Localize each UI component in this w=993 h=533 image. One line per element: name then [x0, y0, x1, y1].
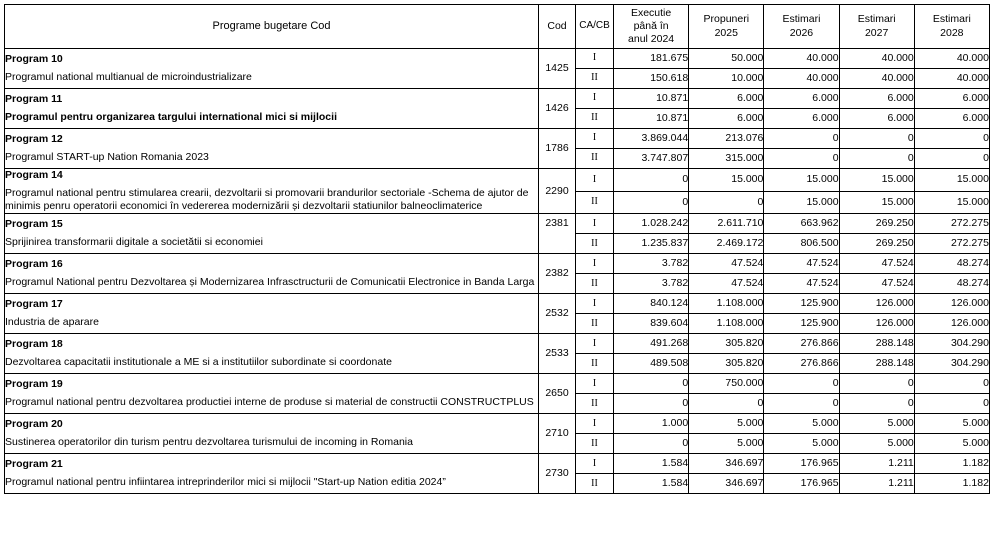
program-description: Industria de aparare	[5, 316, 99, 329]
table-row	[5, 454, 990, 474]
ca-estimari-2027: 0	[839, 374, 914, 394]
program-cell	[5, 294, 539, 334]
ca-estimari-2026: 47.524	[764, 254, 839, 274]
program-title: Program 17	[5, 298, 63, 311]
table-body	[5, 49, 990, 494]
ca-estimari-2027: 269.250	[839, 214, 914, 234]
cb-estimari-2027: 126.000	[839, 314, 914, 334]
cb-estimari-2026: 15.000	[764, 191, 839, 214]
ca-estimari-2027: 15.000	[839, 169, 914, 192]
cb-propuneri-2025: 6.000	[689, 109, 764, 129]
cb-estimari-2028: 1.182	[914, 474, 989, 494]
program-title: Program 20	[5, 418, 63, 431]
ca-executie-2024: 1.000	[614, 414, 689, 434]
cb-label: II	[576, 69, 614, 89]
cb-estimari-2026: 176.965	[764, 474, 839, 494]
cb-estimari-2028: 6.000	[914, 109, 989, 129]
cb-propuneri-2025: 315.000	[689, 149, 764, 169]
program-description: Programul national pentru infiintarea intreprinderilor mici si mijlocii "Start-up Nation editia 2024”	[5, 476, 446, 489]
ca-label: I	[576, 129, 614, 149]
program-description: Programul national pentru dezvoltarea productiei interne de produse si material de constructii CONSTRUCTPLUS	[5, 396, 534, 409]
program-cell	[5, 254, 539, 294]
ca-label: I	[576, 374, 614, 394]
ca-estimari-2028: 126.000	[914, 294, 989, 314]
header-propuneri-2025	[689, 5, 764, 49]
program-code: 1425	[539, 49, 576, 89]
ca-executie-2024: 1.584	[614, 454, 689, 474]
cb-label: II	[576, 314, 614, 334]
cb-executie-2024: 839.604	[614, 314, 689, 334]
ca-propuneri-2025: 47.524	[689, 254, 764, 274]
ca-estimari-2028: 0	[914, 129, 989, 149]
header-estimari-2028	[914, 5, 989, 49]
program-cell	[5, 89, 539, 129]
ca-propuneri-2025: 213.076	[689, 129, 764, 149]
table-row	[5, 129, 990, 149]
ca-label: I	[576, 89, 614, 109]
program-description: Programul pentru organizarea targului international mici si mijlocii	[5, 111, 337, 123]
header-propuneri-line2: 2025	[714, 26, 738, 39]
header-executie-line3: anul 2024	[628, 33, 675, 46]
cb-executie-2024: 489.508	[614, 354, 689, 374]
program-cell	[5, 214, 539, 254]
ca-estimari-2027: 40.000	[839, 49, 914, 69]
ca-estimari-2027: 126.000	[839, 294, 914, 314]
header-est2027-line1: Estimari	[857, 13, 896, 26]
cb-executie-2024: 3.782	[614, 274, 689, 294]
cb-propuneri-2025: 346.697	[689, 474, 764, 494]
ca-propuneri-2025: 2.611.710	[689, 214, 764, 234]
program-title: Program 21	[5, 458, 63, 471]
table-row	[5, 374, 990, 394]
cb-label: II	[576, 274, 614, 294]
cb-estimari-2027: 6.000	[839, 109, 914, 129]
cb-executie-2024: 0	[614, 191, 689, 214]
ca-propuneri-2025: 50.000	[689, 49, 764, 69]
ca-propuneri-2025: 346.697	[689, 454, 764, 474]
ca-propuneri-2025: 305.820	[689, 334, 764, 354]
ca-label: I	[576, 49, 614, 69]
program-title: Program 16	[5, 258, 63, 271]
program-cell	[5, 454, 539, 494]
cb-label: II	[576, 149, 614, 169]
ca-propuneri-2025: 750.000	[689, 374, 764, 394]
cb-estimari-2028: 304.290	[914, 354, 989, 374]
cb-estimari-2027: 1.211	[839, 474, 914, 494]
ca-estimari-2027: 0	[839, 129, 914, 149]
ca-estimari-2028: 5.000	[914, 414, 989, 434]
cb-propuneri-2025: 2.469.172	[689, 234, 764, 254]
ca-executie-2024: 3.782	[614, 254, 689, 274]
ca-estimari-2028: 40.000	[914, 49, 989, 69]
table-row	[5, 334, 990, 354]
cb-estimari-2027: 288.148	[839, 354, 914, 374]
program-code: 1426	[539, 89, 576, 129]
cb-estimari-2028: 0	[914, 394, 989, 414]
program-title: Program 12	[5, 132, 63, 145]
cb-estimari-2027: 0	[839, 149, 914, 169]
table-row	[5, 214, 990, 234]
cb-propuneri-2025: 1.108.000	[689, 314, 764, 334]
program-description: Programul national pentru stimularea crearii, dezvoltarii si promovarii brandurilor sectoriale -Schema de ajutor de minimis penru operatorii economici în vedererea modernizării și dezvoltarii statiunilor balneoclimaterice	[5, 187, 529, 213]
cb-label: II	[576, 191, 614, 214]
cb-estimari-2027: 15.000	[839, 191, 914, 214]
ca-label: I	[576, 254, 614, 274]
program-code: 2730	[539, 454, 576, 494]
ca-estimari-2027: 6.000	[839, 89, 914, 109]
ca-estimari-2026: 6.000	[764, 89, 839, 109]
header-executie-line2: până în	[633, 19, 669, 32]
header-est2028-line2: 2028	[940, 26, 964, 39]
program-code: 2533	[539, 334, 576, 374]
ca-label: I	[576, 414, 614, 434]
header-ca-cb: CA/CB	[576, 5, 614, 49]
cb-estimari-2028: 126.000	[914, 314, 989, 334]
budget-programs-table	[4, 4, 990, 494]
cb-executie-2024: 0	[614, 434, 689, 454]
ca-propuneri-2025: 1.108.000	[689, 294, 764, 314]
program-cell	[5, 129, 539, 169]
cb-estimari-2026: 40.000	[764, 69, 839, 89]
cb-executie-2024: 10.871	[614, 109, 689, 129]
cb-executie-2024: 0	[614, 394, 689, 414]
cb-estimari-2027: 5.000	[839, 434, 914, 454]
table-row	[5, 414, 990, 434]
ca-estimari-2027: 5.000	[839, 414, 914, 434]
program-description: Programul national multianual de microindustrializare	[5, 71, 252, 83]
cb-estimari-2027: 269.250	[839, 234, 914, 254]
program-cell	[5, 334, 539, 374]
cb-estimari-2026: 6.000	[764, 109, 839, 129]
cb-estimari-2027: 0	[839, 394, 914, 414]
cb-estimari-2028: 48.274	[914, 274, 989, 294]
program-description: Programul START-up Nation Romania 2023	[5, 151, 209, 163]
program-title: Program 11	[5, 92, 63, 105]
header-executie-line1: Executie	[630, 6, 672, 19]
cb-label: II	[576, 474, 614, 494]
program-code: 2532	[539, 294, 576, 334]
cb-estimari-2026: 806.500	[764, 234, 839, 254]
program-code: 2381	[539, 214, 576, 254]
ca-label: I	[576, 169, 614, 192]
cb-propuneri-2025: 0	[689, 191, 764, 214]
ca-label: I	[576, 214, 614, 234]
ca-estimari-2026: 5.000	[764, 414, 839, 434]
cb-label: II	[576, 234, 614, 254]
cb-estimari-2026: 5.000	[764, 434, 839, 454]
ca-estimari-2026: 0	[764, 374, 839, 394]
header-propuneri-line1: Propuneri	[703, 13, 750, 26]
cb-estimari-2028: 15.000	[914, 191, 989, 214]
ca-estimari-2026: 176.965	[764, 454, 839, 474]
cb-executie-2024: 150.618	[614, 69, 689, 89]
cb-estimari-2028: 272.275	[914, 234, 989, 254]
cb-label: II	[576, 109, 614, 129]
header-programe-bugetare-cod: Programe bugetare Cod	[5, 5, 539, 49]
cb-label: II	[576, 434, 614, 454]
ca-estimari-2028: 48.274	[914, 254, 989, 274]
ca-executie-2024: 10.871	[614, 89, 689, 109]
header-est2027-line2: 2027	[864, 26, 889, 39]
ca-estimari-2028: 0	[914, 374, 989, 394]
cb-estimari-2027: 40.000	[839, 69, 914, 89]
cb-executie-2024: 3.747.807	[614, 149, 689, 169]
program-code: 1786	[539, 129, 576, 169]
cb-label: II	[576, 394, 614, 414]
ca-estimari-2028: 1.182	[914, 454, 989, 474]
program-title: Program 14	[5, 169, 63, 181]
cb-label: II	[576, 354, 614, 374]
program-description: Programul National pentru Dezvoltarea și Modernizarea Infrasctructurii de Comunicatii Electronice in Banda Larga	[5, 276, 535, 289]
program-code: 2382	[539, 254, 576, 294]
ca-executie-2024: 0	[614, 169, 689, 192]
program-description: Dezvoltarea capacitatii institutionale a ME si a institutiilor subordinate si coordonate	[5, 356, 392, 369]
ca-executie-2024: 1.028.242	[614, 214, 689, 234]
ca-estimari-2026: 0	[764, 129, 839, 149]
cb-estimari-2027: 47.524	[839, 274, 914, 294]
cb-propuneri-2025: 0	[689, 394, 764, 414]
ca-estimari-2026: 40.000	[764, 49, 839, 69]
ca-label: I	[576, 454, 614, 474]
program-title: Program 10	[5, 52, 63, 65]
program-cell	[5, 414, 539, 454]
program-cell	[5, 374, 539, 414]
ca-executie-2024: 840.124	[614, 294, 689, 314]
header-est2026-line1: Estimari	[782, 13, 821, 26]
program-cell	[5, 169, 539, 214]
ca-estimari-2027: 47.524	[839, 254, 914, 274]
cb-estimari-2026: 0	[764, 149, 839, 169]
ca-executie-2024: 181.675	[614, 49, 689, 69]
ca-executie-2024: 491.268	[614, 334, 689, 354]
ca-estimari-2028: 304.290	[914, 334, 989, 354]
table-row	[5, 89, 990, 109]
ca-estimari-2028: 272.275	[914, 214, 989, 234]
cb-estimari-2026: 276.866	[764, 354, 839, 374]
program-title: Program 18	[5, 338, 63, 351]
header-row	[5, 5, 990, 49]
cb-estimari-2026: 0	[764, 394, 839, 414]
cb-executie-2024: 1.235.837	[614, 234, 689, 254]
table-row	[5, 294, 990, 314]
ca-propuneri-2025: 15.000	[689, 169, 764, 192]
header-est2026-line2: 2026	[789, 26, 814, 39]
ca-label: I	[576, 294, 614, 314]
cb-propuneri-2025: 47.524	[689, 274, 764, 294]
cb-estimari-2028: 0	[914, 149, 989, 169]
ca-propuneri-2025: 5.000	[689, 414, 764, 434]
ca-estimari-2027: 1.211	[839, 454, 914, 474]
cb-estimari-2028: 5.000	[914, 434, 989, 454]
table-row	[5, 169, 990, 192]
program-code: 2710	[539, 414, 576, 454]
header-est2028-line1: Estimari	[932, 13, 971, 26]
ca-estimari-2026: 276.866	[764, 334, 839, 354]
ca-estimari-2026: 663.962	[764, 214, 839, 234]
program-cell	[5, 49, 539, 89]
ca-estimari-2027: 288.148	[839, 334, 914, 354]
ca-label: I	[576, 334, 614, 354]
program-description: Sprijinirea transformarii digitale a societătii si economiei	[5, 236, 263, 249]
program-title: Program 15	[5, 218, 63, 231]
program-code: 2290	[539, 169, 576, 214]
ca-executie-2024: 0	[614, 374, 689, 394]
header-estimari-2027	[839, 5, 914, 49]
table-row	[5, 49, 990, 69]
cb-propuneri-2025: 305.820	[689, 354, 764, 374]
cb-estimari-2026: 47.524	[764, 274, 839, 294]
header-estimari-2026	[764, 5, 839, 49]
program-code: 2650	[539, 374, 576, 414]
ca-estimari-2028: 15.000	[914, 169, 989, 192]
cb-estimari-2028: 40.000	[914, 69, 989, 89]
ca-estimari-2026: 125.900	[764, 294, 839, 314]
cb-estimari-2026: 125.900	[764, 314, 839, 334]
cb-propuneri-2025: 5.000	[689, 434, 764, 454]
program-description: Sustinerea operatorilor din turism pentru dezvoltarea turismului de incoming in Romania	[5, 436, 413, 449]
table-header	[5, 5, 990, 49]
cb-propuneri-2025: 10.000	[689, 69, 764, 89]
program-title: Program 19	[5, 378, 63, 391]
ca-executie-2024: 3.869.044	[614, 129, 689, 149]
header-cod: Cod	[539, 5, 576, 49]
ca-estimari-2028: 6.000	[914, 89, 989, 109]
cb-executie-2024: 1.584	[614, 474, 689, 494]
table-row	[5, 254, 990, 274]
ca-estimari-2026: 15.000	[764, 169, 839, 192]
header-executie-pana-in-anul-2024	[614, 5, 689, 49]
ca-propuneri-2025: 6.000	[689, 89, 764, 109]
